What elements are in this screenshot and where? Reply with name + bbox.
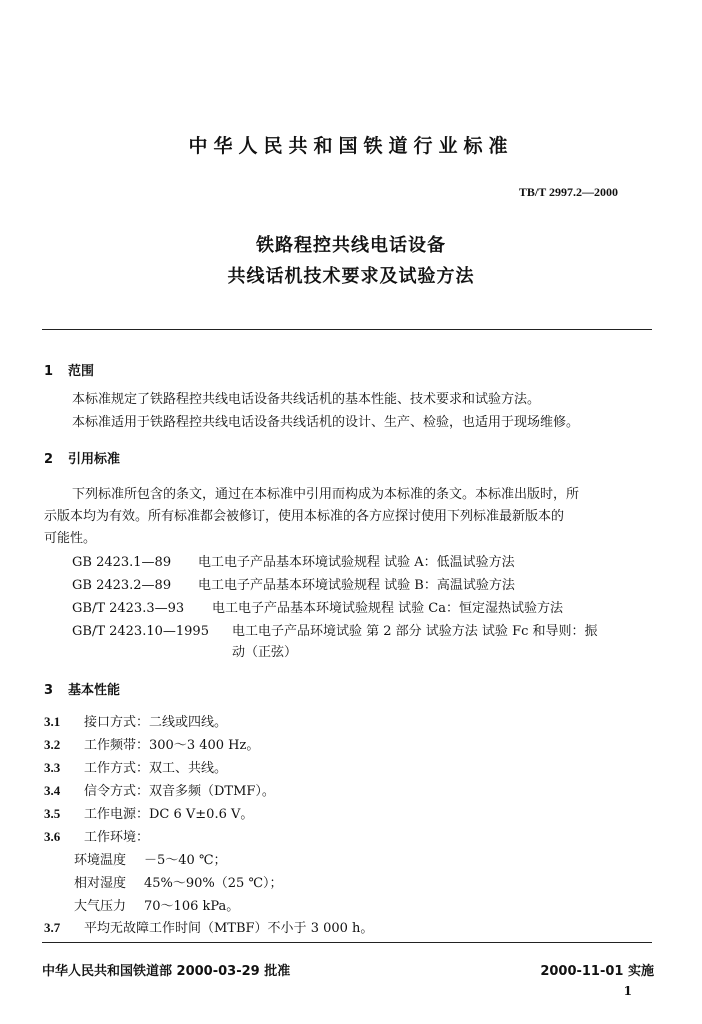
section-2-paragraph-line-1: 下列标准所包含的条文，通过在本标准中引用而构成为本标准的条文。本标准出版时，所 (72, 487, 580, 502)
standard-number: TB/T 2997.2—2000 (518, 185, 618, 199)
reference-title: 电工电子产品环境试验 第 2 部分 试验方法 试验 Fc 和导则：振 (232, 624, 598, 639)
reference-title: 电工电子产品基本环境试验规程 试验 Ca：恒定湿热试验方法 (212, 601, 563, 616)
effective-date: 2000-11-01 实施 (540, 964, 654, 979)
clause-item (44, 711, 227, 730)
section-1-title: 范围 (68, 364, 95, 379)
section-2-paragraph-line-2: 示版本均为有效。所有标准都会被修订，使用本标准的各方应探讨使用下列标准最新版本的 (44, 509, 565, 524)
clause-item (44, 803, 253, 822)
clause-item (44, 757, 227, 776)
environment-label: 大气压力 (74, 899, 127, 914)
environment-label: 环境温度 (74, 853, 127, 868)
reference-title: 电工电子产品基本环境试验规程 试验 B：高温试验方法 (198, 578, 515, 593)
reference-item (72, 597, 563, 616)
reference-item (72, 620, 598, 639)
section-2-paragraph-line-3: 可能性。 (44, 531, 97, 546)
clause-item (44, 917, 373, 936)
clause-number: 3.1 (44, 714, 61, 729)
document-title-line-1: 铁路程控共线电话设备 (256, 235, 446, 256)
clause-text: 信令方式：双音多频（DTMF）。 (84, 784, 275, 799)
environment-label: 相对湿度 (74, 876, 127, 891)
clause-number: 3.3 (44, 760, 61, 775)
clause-item (44, 780, 275, 799)
section-2-heading (44, 448, 120, 467)
clause-text: 工作方式：双工、共线。 (84, 761, 228, 776)
reference-item (72, 551, 515, 570)
clause-number: 3.5 (44, 806, 61, 821)
clause-text: 工作频带：300～3 400 Hz。 (84, 738, 260, 753)
clause-text: 工作环境： (84, 830, 150, 845)
clause-item (44, 734, 259, 753)
publisher-title: 中华人民共和国铁道行业标准 (188, 135, 514, 157)
clause-number: 3.4 (44, 783, 61, 798)
reference-code: GB/T 2423.10—1995 (72, 624, 209, 639)
section-1-heading (44, 360, 94, 379)
reference-title-continuation: 动（正弦） (232, 645, 298, 660)
section-1-number: 1 (44, 364, 54, 379)
clause-number: 3.6 (44, 829, 61, 844)
clause-item (44, 826, 149, 845)
section-1-paragraph-1: 本标准规定了铁路程控共线电话设备共线话机的基本性能、技术要求和试验方法。 (72, 392, 541, 407)
clause-text: 工作电源：DC 6 V±0.6 V。 (84, 807, 254, 822)
reference-title: 电工电子产品基本环境试验规程 试验 A：低温试验方法 (198, 555, 515, 570)
approval-line: 中华人民共和国铁道部 2000-03-29 批准 (42, 964, 291, 979)
clause-text: 接口方式：二线或四线。 (84, 715, 228, 730)
top-divider (42, 329, 652, 330)
section-2-number: 2 (44, 452, 54, 467)
reference-code: GB 2423.2—89 (72, 578, 172, 593)
section-3-title: 基本性能 (68, 683, 121, 698)
clause-number: 3.7 (44, 920, 61, 935)
reference-item (72, 574, 515, 593)
page-number: 1 (623, 984, 632, 998)
environment-row (74, 872, 283, 891)
clause-number: 3.2 (44, 737, 61, 752)
bottom-divider (42, 942, 652, 943)
section-3-heading (44, 679, 120, 698)
clause-text: 平均无故障工作时间（MTBF）不小于 3 000 h。 (84, 921, 374, 936)
environment-value: 70～106 kPa。 (144, 899, 240, 914)
reference-code: GB/T 2423.3—93 (72, 601, 185, 616)
environment-value: 45%～90%（25 ℃）； (144, 876, 283, 891)
reference-code: GB 2423.1—89 (72, 555, 172, 570)
section-1-paragraph-2: 本标准适用于铁路程控共线电话设备共线话机的设计、生产、检验，也适用于现场维修。 (72, 415, 580, 430)
section-3-number: 3 (44, 683, 54, 698)
section-2-title: 引用标准 (68, 452, 121, 467)
document-title-line-2: 共线话机技术要求及试验方法 (227, 266, 475, 287)
environment-row (74, 895, 239, 914)
environment-row (74, 849, 227, 868)
environment-value: －5～40 ℃； (144, 853, 227, 868)
